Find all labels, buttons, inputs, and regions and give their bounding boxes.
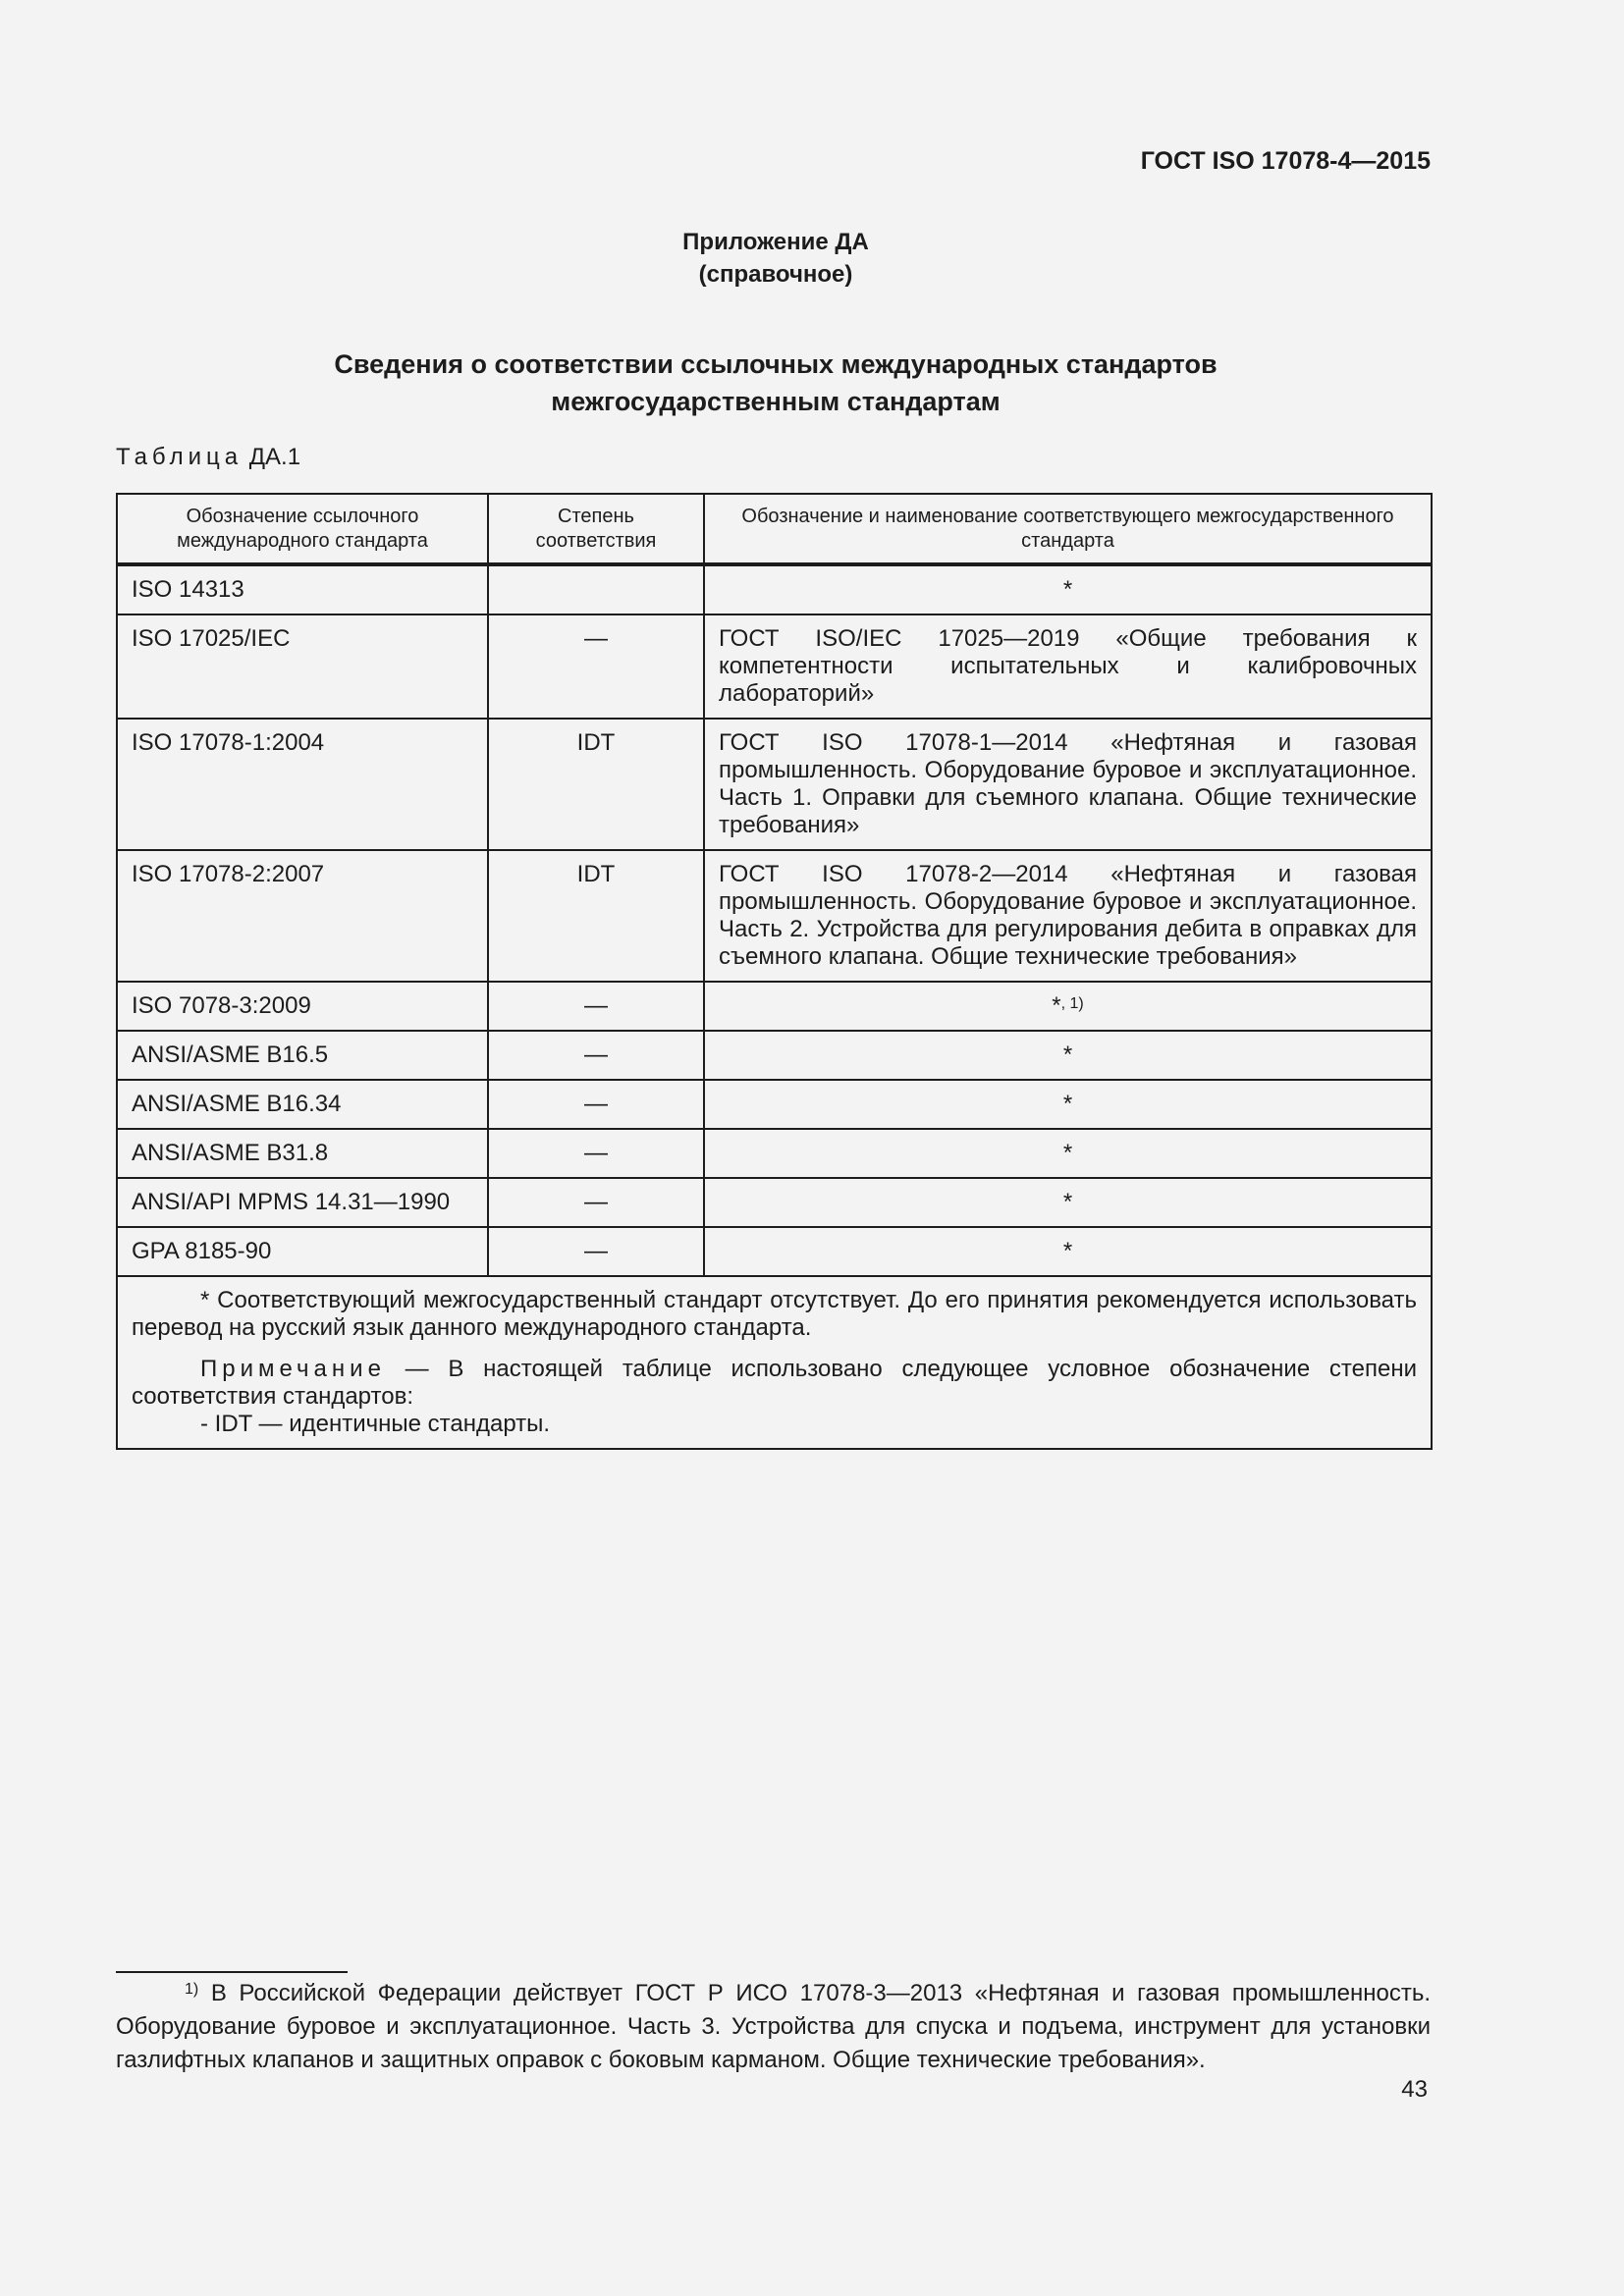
document-code: ГОСТ ISO 17078-4—2015 [1140, 147, 1431, 175]
cell-ref: ISO 17078-2:2007 [117, 850, 488, 982]
cell-name [704, 982, 1432, 1031]
page-number: 43 [1401, 2076, 1428, 2103]
cell-ref: ISO 17025/IEC [117, 614, 488, 719]
cell-ref: ANSI/ASME B16.34 [117, 1080, 488, 1129]
cell-ref: GPA 8185-90 [117, 1227, 488, 1276]
table-row [117, 1227, 1432, 1276]
table-row [117, 1031, 1432, 1080]
footnote-mark: 1) [185, 1981, 199, 1998]
table-row [117, 982, 1432, 1031]
table-label [116, 444, 300, 471]
header-interstate-standard: Обозначение и наименование соответствующего межгосударственного стандарта [704, 494, 1432, 564]
cell-name: ГОСТ ISO/IEC 17025—2019 «Общие требования к компетентности испытательных и калибровочных лабораторий» [704, 614, 1432, 719]
cell-name: * [704, 1031, 1432, 1080]
cell-degree: IDT [488, 719, 704, 850]
header-degree: Степень соответствия [488, 494, 704, 564]
table-label-word: Таблица [116, 444, 244, 470]
cell-degree: — [488, 1080, 704, 1129]
cell-degree: — [488, 614, 704, 719]
table-row [117, 1178, 1432, 1227]
cell-name: * [704, 1178, 1432, 1227]
header-ref-standard: Обозначение ссылочного международного стандарта [117, 494, 488, 564]
note-text: — В настоящей таблице использовано следующее условное обозначение степени соответствия стандартов: [132, 1356, 1417, 1410]
cell-ref: ISO 14313 [117, 564, 488, 614]
table-row [117, 1129, 1432, 1178]
correspondence-table [116, 493, 1433, 1450]
cell-ref: ISO 17078-1:2004 [117, 719, 488, 850]
footnote-text: В Российской Федерации действует ГОСТ Р ИСО 17078-3—2013 «Нефтяная и газовая промышленность. Оборудование буровое и эксплуатационное. Часть 3. Устройства для спуска и подъема, инструмент для установки газлифтных клапанов и защитных оправок с боковым карманом. Общие технические требования». [116, 1980, 1431, 2073]
appendix-heading [0, 226, 1551, 291]
cell-name: ГОСТ ISO 17078-1—2014 «Нефтяная и газовая промышленность. Оборудование буровое и эксплуатационное. Часть 1. Оправки для съемного клапана. Общие технические требования» [704, 719, 1432, 850]
cell-ref: ANSI/API MPMS 14.31—1990 [117, 1178, 488, 1227]
table-row [117, 614, 1432, 719]
cell-name: * [704, 564, 1432, 614]
table-row [117, 564, 1432, 614]
asterisk-note: * Соответствующий межгосударственный стандарт отсутствует. До его принятия рекомендуется использовать перевод на русский язык данного международного стандарта. [132, 1287, 1417, 1341]
table-header-row [117, 494, 1432, 564]
cell-degree: IDT [488, 850, 704, 982]
cell-ref: ANSI/ASME B16.5 [117, 1031, 488, 1080]
note-label: Примечание [200, 1356, 386, 1382]
cell-degree [488, 564, 704, 614]
cell-name: * [704, 1080, 1432, 1129]
cell-name: * [704, 1129, 1432, 1178]
section-title-line-1: Сведения о соответствии ссылочных международных стандартов [334, 349, 1218, 379]
table-notes [117, 1276, 1432, 1449]
asterisk-mark: * [1052, 992, 1061, 1019]
note-paragraph [132, 1356, 1417, 1411]
cell-degree: — [488, 1178, 704, 1227]
footnote [116, 1977, 1431, 2077]
cell-ref: ANSI/ASME B31.8 [117, 1129, 488, 1178]
table-label-number: ДА.1 [248, 444, 301, 470]
note-bullet: - IDT — идентичные стандарты. [200, 1411, 551, 1437]
section-title-line-2: межгосударственным стандартам [551, 387, 1001, 416]
table-row [117, 719, 1432, 850]
section-title [0, 346, 1551, 420]
footnote-ref: , 1) [1060, 995, 1084, 1012]
appendix-subtitle: (справочное) [698, 261, 853, 288]
cell-degree: — [488, 1129, 704, 1178]
appendix-title: Приложение ДА [682, 229, 869, 255]
cell-ref: ISO 7078-3:2009 [117, 982, 488, 1031]
footnote-separator [116, 1971, 348, 1973]
cell-degree: — [488, 1031, 704, 1080]
cell-degree: — [488, 1227, 704, 1276]
cell-name: * [704, 1227, 1432, 1276]
table-notes-row [117, 1276, 1432, 1449]
cell-degree: — [488, 982, 704, 1031]
table-row [117, 850, 1432, 982]
cell-name: ГОСТ ISO 17078-2—2014 «Нефтяная и газовая промышленность. Оборудование буровое и эксплуатационное. Часть 2. Устройства для регулирования дебита в оправках для съемного клапана. Общие технические требования» [704, 850, 1432, 982]
table-row [117, 1080, 1432, 1129]
